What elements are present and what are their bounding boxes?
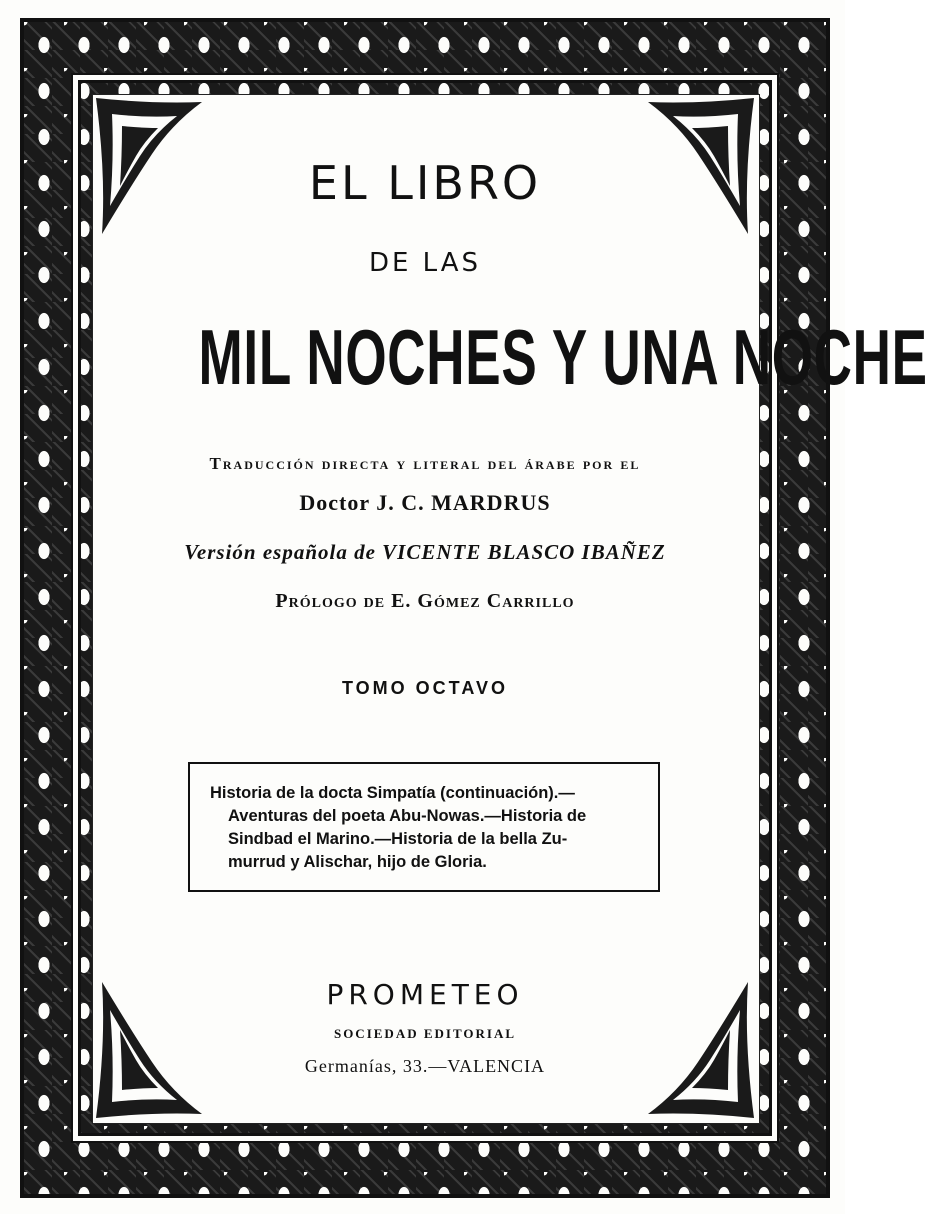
title-line-1: EL LIBRO	[308, 156, 542, 210]
contents-line: Aventuras del poeta Abu-Nowas.—Historia de	[228, 807, 587, 825]
contents-line: Sindbad el Marino.—Historia de la bella Zu-	[228, 830, 568, 848]
publisher-name: PROMETEO	[326, 978, 524, 1011]
title-line-3: MIL NOCHES Y UNA NOCHE	[198, 313, 928, 401]
title-line-2: DE LAS	[368, 248, 482, 278]
publisher-address: Germanías, 33.—VALENCIA	[304, 1056, 546, 1076]
translator-name: Doctor J. C. MARDRUS	[299, 490, 551, 515]
prologue-credit: Prólogo de E. Gómez Carrillo	[275, 590, 575, 612]
contents-line: murrud y Alischar, hijo de Gloria.	[228, 853, 487, 871]
publisher-subtitle: SOCIEDAD EDITORIAL	[333, 1026, 517, 1041]
contents-box	[188, 762, 660, 892]
spanish-version-credit: Versión española de VICENTE BLASCO IBAÑEZ	[184, 540, 666, 564]
contents-line: Historia de la docta Simpatía (continuación).—	[210, 784, 575, 802]
volume-label: TOMO OCTAVO	[342, 678, 508, 698]
translation-credit: Traducción directa y literal del árabe por el	[209, 454, 641, 473]
title-page-content	[92, 94, 928, 1122]
